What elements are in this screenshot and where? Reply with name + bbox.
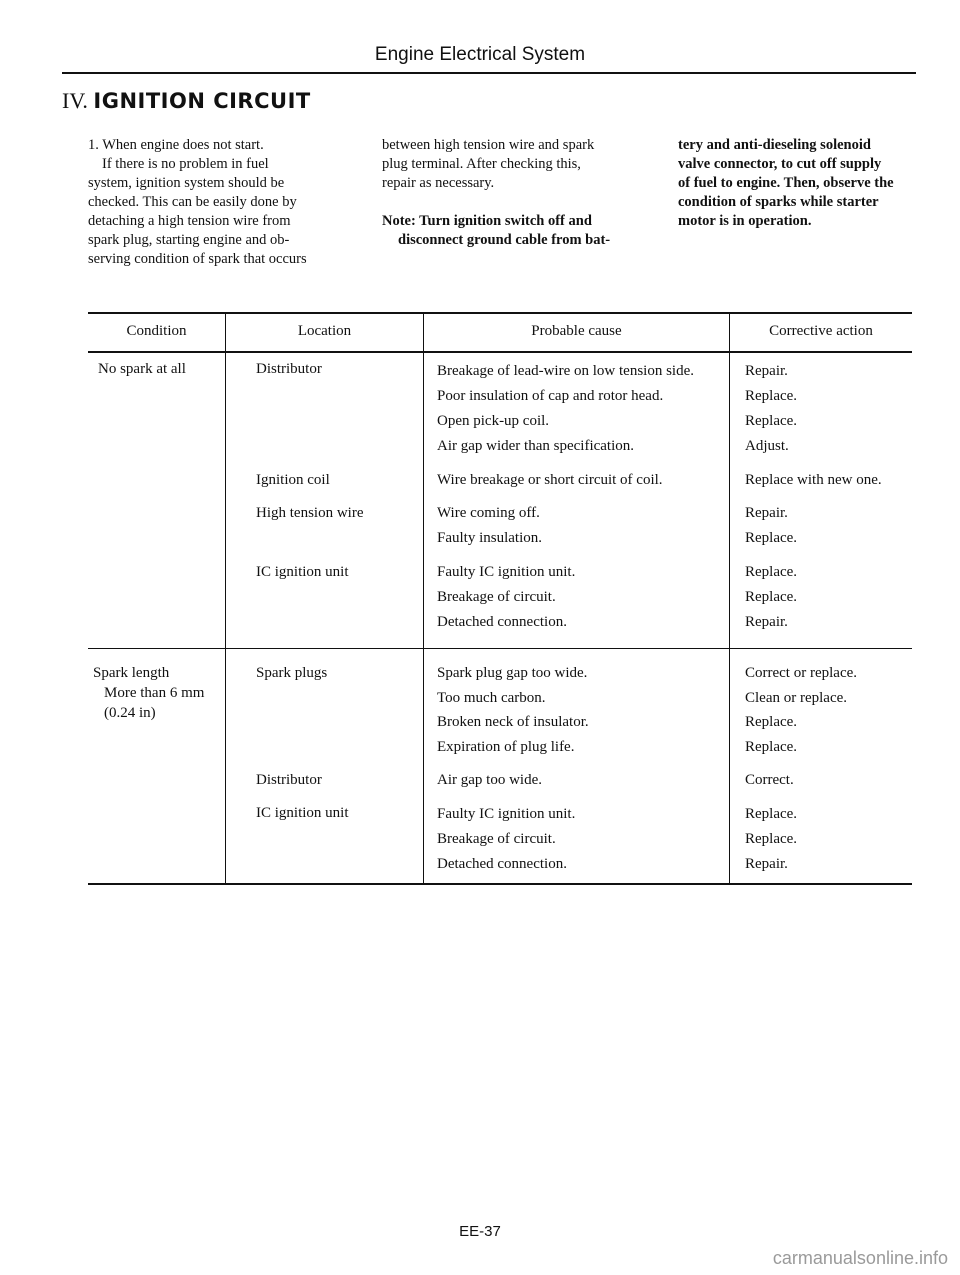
column-header-action: Corrective action — [769, 323, 873, 339]
cause-cell: Broken neck of insulator. — [437, 714, 589, 730]
condition-cell: No spark at all — [98, 361, 186, 377]
body-line: valve connector, to cut off supply — [678, 156, 882, 172]
action-cell: Repair. — [745, 363, 788, 379]
location-cell: Distributor — [256, 361, 322, 377]
action-cell: Replace. — [745, 530, 798, 546]
action-cell: Replace. — [745, 388, 798, 404]
action-cell: Replace. — [745, 739, 798, 755]
action-cell: Replace. — [745, 564, 798, 580]
action-cell: Correct or replace. — [745, 665, 858, 681]
location-cell: High tension wire — [256, 505, 364, 521]
cause-cell: Air gap wider than specification. — [437, 438, 635, 454]
location-cell: Ignition coil — [256, 472, 330, 488]
note-line: disconnect ground cable from bat- — [398, 232, 611, 248]
location-cell: IC ignition unit — [256, 805, 349, 821]
action-cell: Replace. — [745, 589, 798, 605]
cause-cell: Open pick-up coil. — [437, 413, 550, 429]
watermark: carmanualsonline.info — [772, 1248, 948, 1268]
page-header: Engine Electrical System — [374, 44, 586, 65]
body-line: serving condition of spark that occurs — [88, 251, 307, 267]
section-title — [62, 88, 311, 114]
action-cell: Replace with new one. — [745, 472, 882, 488]
cause-cell: Detached connection. — [437, 614, 567, 630]
condition-cell: Spark length — [93, 665, 170, 681]
body-line: 1. When engine does not start. — [88, 137, 264, 153]
body-line: system, ignition system should be — [88, 175, 285, 191]
action-cell: Replace. — [745, 831, 798, 847]
body-column-1 — [88, 136, 340, 269]
body-line: checked. This can be easily done by — [88, 194, 297, 210]
body-line: plug terminal. After checking this, — [382, 156, 581, 172]
table-top-rule — [88, 312, 912, 314]
page-number: EE-37 — [459, 1223, 501, 1240]
section-heading: IGNITION CIRCUIT — [93, 89, 311, 113]
action-cell: Replace. — [745, 806, 798, 822]
cause-cell: Faulty IC ignition unit. — [437, 564, 576, 580]
cause-cell: Detached connection. — [437, 856, 567, 872]
cause-cell: Breakage of circuit. — [437, 589, 556, 605]
cause-cell: Breakage of lead-wire on low tension side. — [437, 363, 694, 379]
table-divider — [729, 312, 730, 884]
action-cell: Replace. — [745, 413, 798, 429]
body-line: If there is no problem in fuel — [102, 156, 269, 172]
body-line: of fuel to engine. Then, observe the — [678, 175, 894, 191]
cause-cell: Poor insulation of cap and rotor head. — [437, 388, 664, 404]
column-header-cause: Probable cause — [531, 323, 622, 339]
body-line: tery and anti-dieseling solenoid — [678, 137, 871, 153]
condition-cell: (0.24 in) — [104, 705, 156, 721]
body-line: motor is in operation. — [678, 213, 812, 229]
body-column-2 — [382, 136, 642, 250]
cause-cell: Expiration of plug life. — [437, 739, 575, 755]
cause-cell: Wire coming off. — [437, 505, 540, 521]
cause-cell: Spark plug gap too wide. — [437, 665, 588, 681]
cause-cell: Breakage of circuit. — [437, 831, 556, 847]
table-header-rule — [88, 351, 912, 353]
table-divider — [423, 312, 424, 884]
table-group-rule — [88, 648, 912, 649]
action-cell: Correct. — [745, 772, 794, 788]
cause-cell: Air gap too wide. — [437, 772, 542, 788]
cause-cell: Wire breakage or short circuit of coil. — [437, 472, 663, 488]
action-cell: Adjust. — [745, 438, 789, 454]
cause-cell: Faulty IC ignition unit. — [437, 806, 576, 822]
header-rule — [62, 72, 916, 74]
location-cell: IC ignition unit — [256, 564, 349, 580]
action-cell: Repair. — [745, 505, 788, 521]
body-line: spark plug, starting engine and ob- — [88, 232, 290, 248]
body-line: between high tension wire and spark — [382, 137, 595, 153]
note-line: Note: Turn ignition switch off and — [382, 213, 592, 229]
column-header-location: Location — [297, 323, 352, 339]
table-divider — [225, 312, 226, 884]
table-bottom-rule — [88, 883, 912, 885]
cause-cell: Faulty insulation. — [437, 530, 542, 546]
location-cell: Distributor — [256, 772, 322, 788]
action-cell: Clean or replace. — [745, 690, 848, 706]
body-line: condition of sparks while starter — [678, 194, 879, 210]
cause-cell: Too much carbon. — [437, 690, 546, 706]
section-number: IV. — [62, 88, 88, 113]
body-line: detaching a high tension wire from — [88, 213, 291, 229]
action-cell: Repair. — [745, 856, 788, 872]
location-cell: Spark plugs — [256, 665, 328, 681]
column-header-condition: Condition — [126, 323, 187, 339]
action-cell: Replace. — [745, 714, 798, 730]
body-line: repair as necessary. — [382, 175, 495, 191]
action-cell: Repair. — [745, 614, 788, 630]
body-column-3 — [678, 136, 926, 231]
condition-cell: More than 6 mm — [104, 685, 205, 701]
